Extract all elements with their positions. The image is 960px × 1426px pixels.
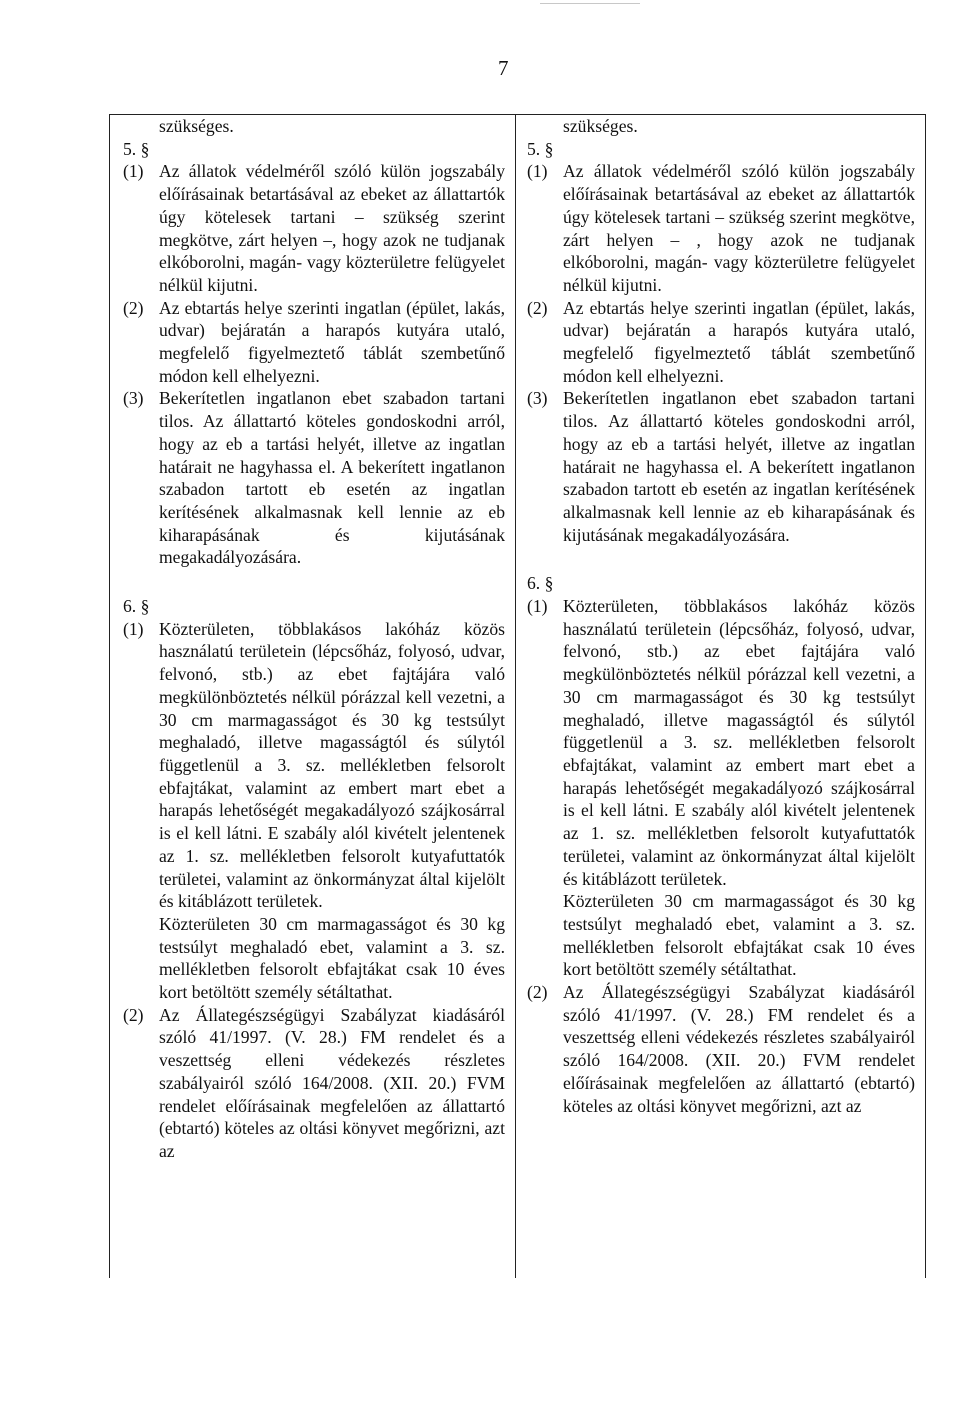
paragraph-text: Az ebtartás helye szerinti ingatlan (épület, lakás, udvar) bejáratán a harapós kutyára utaló, megfelelő figyelmeztető táblát szembetűnő módon kell elhelyezni. (159, 297, 505, 386)
paragraph-text: Az Állategészségügyi Szabályzat kiadásáról szóló 41/1997. (V. 28.) FM rendelet és a veszettség elleni védekezés részletes szabályairól szóló 164/2008. (XII. 20.) FVM rendelet előírásainak megfelelően az állattartó (ebtartó) köteles az oltási könyvet megőrizni, azt az (159, 1004, 505, 1161)
paragraph-text: Bekerítetlen ingatlanon ebet szabadon tartani tilos. Az állattartó köteles gondoskodni arról, hogy az eb a tartási helyét, illetve az ingatlan határait ne hagyhassa el. A bekerített ingatlanon szabadon tartott eb esetén az ingatlan kerítésének alkalmasnak kell lennie az eb kiharapásának és kijutásának megakadályozására. (563, 388, 915, 545)
paragraph-number: (1) (527, 596, 548, 617)
paragraph-text: Közterületen 30 cm marmagasságot és 30 kg testsúlyt meghaladó ebet, valamint a 3. sz. mellékletben felsorolt ebfajtákat csak 10 éves kort betöltött személy sétáltathat. (159, 913, 505, 1003)
paragraph-text: Az Állategészségügyi Szabályzat kiadásáról szóló 41/1997. (V. 28.) FM rendelet és a veszettség elleni védekezés részletes szabályairól szóló 164/2008. (XII. 20.) FVM rendelet előírásainak megfelelően az állattartó (ebtartó) köteles az oltási könyvet megőrizni, azt az (563, 982, 915, 1116)
paragraph-number: (2) (527, 982, 548, 1003)
right-column (527, 115, 915, 1117)
section-5-heading: 5. § (527, 138, 554, 159)
comparison-table (109, 114, 926, 1278)
paragraph-text: Közterületen 30 cm marmagasságot és 30 kg testsúlyt meghaladó ebet, valamint a 3. sz. mellékletben felsorolt ebfajtákat csak 10 éves kort betöltött személy sétáltathat. (563, 891, 915, 980)
section-5-paragraph-1 (527, 160, 915, 296)
paragraph-text: Közterületen, többlakásos lakóház közös használatú területein (lépcsőház, folyosó, udvar, felvonó, stb.) az ebet fajtájára való megkülönböztetés nélkül pórázzal kell vezetni, a 30 cm marmagasságot és 30 kg testsúlyt meghaladó, illetve magasságtól és súlytól függetlenül a 3. sz. mellékletben felsorolt ebfajtákat, valamint az embert mart ebet a harapás lehetőségét megakadályozó szájkosárral is el kell látni. E szabály alól kivételt jelentenek az 1. sz. mellékletben felsorolt kutyafuttatók területei, valamint az önkormányzat által kijelölt és kitáblázott területek. (159, 618, 505, 912)
section-6-heading: 6. § (527, 573, 554, 594)
paragraph-number: (1) (527, 161, 548, 182)
section-6-paragraph-2 (123, 1004, 505, 1163)
section-5-paragraph-3 (123, 387, 505, 569)
paragraph-text: Közterületen, többlakásos lakóház közös használatú területein (lépcsőház, folyosó, udvar, felvonó, stb.) az ebet fajtájára való megkülönböztetés nélkül pórázzal kell vezetni, a 30 cm marmagasságot és 30 kg testsúlyt meghaladó, illetve magasságtól és súlytól függetlenül a 3. sz. mellékletben felsorolt ebfajtákat, valamint az embert mart ebet a harapás lehetőségét megakadályozó szájkosárral is el kell látni. E szabály alól kivételt jelentenek az 1. sz. mellékletben felsorolt kutyafuttatók területei, valamint az önkormányzat által kijelölt és kitáblázott területek. (563, 596, 915, 889)
paragraph-text: Az állatok védelméről szóló külön jogszabály előírásainak betartásával az ebeket az állattartók úgy kötelesek tartani – szükség szerint megkötve, zárt helyen – , hogy azok ne tudjanak elkóborolni, magán- vagy közterületre felügyelet nélkül kijutni. (563, 161, 915, 295)
section-5-paragraph-2 (527, 297, 915, 388)
section-5-paragraph-1 (123, 160, 505, 296)
section-6-paragraph-1-continued (123, 913, 505, 1004)
lead-text: szükséges. (563, 116, 638, 136)
section-5-paragraph-2 (123, 297, 505, 388)
paragraph-text: Az állatok védelméről szóló külön jogszabály előírásainak betartásával az ebeket az állattartók úgy kötelesek tartani – szükség szerint megkötve, zárt helyen –, hogy azok ne tudjanak elkóborolni, magán- vagy közterületre felügyelet nélkül kijutni. (159, 161, 505, 295)
paragraph-number: (1) (123, 618, 144, 639)
paragraph-number: (2) (123, 297, 144, 318)
section-5-paragraph-3 (527, 387, 915, 546)
lead-text: szükséges. (159, 116, 234, 136)
paragraph-text: Bekerítetlen ingatlanon ebet szabadon tartani tilos. Az állattartó köteles gondoskodni arról, hogy az eb a tartási helyét, illetve az ingatlan határait ne hagyhassa el. A bekerített ingatlanon szabadon tartott eb esetén az ingatlan kerítésének alkalmasnak kell lennie az eb kiharapásának és kijutásának megakadályozására. (159, 388, 505, 568)
paragraph-text: Az ebtartás helye szerinti ingatlan (épület, lakás, udvar) bejáratán a harapós kutyára utaló, megfelelő figyelmeztető táblát szembetűnő módon kell elhelyezni. (563, 297, 915, 386)
column-divider (515, 115, 516, 1278)
section-6-paragraph-1 (123, 618, 505, 913)
paragraph-number: (1) (123, 161, 144, 182)
section-6-paragraph-2 (527, 981, 915, 1117)
page-number: 7 (498, 56, 509, 80)
paragraph-number: (2) (123, 1004, 144, 1025)
paragraph-number: (3) (527, 388, 548, 409)
section-5-heading: 5. § (123, 138, 150, 159)
section-6-paragraph-1 (527, 595, 915, 890)
section-6-paragraph-1-continued (527, 890, 915, 981)
section-6-heading: 6. § (123, 596, 150, 617)
scan-top-rule (540, 3, 640, 4)
paragraph-number: (2) (527, 297, 548, 318)
left-column (123, 115, 505, 1163)
paragraph-number: (3) (123, 388, 144, 409)
